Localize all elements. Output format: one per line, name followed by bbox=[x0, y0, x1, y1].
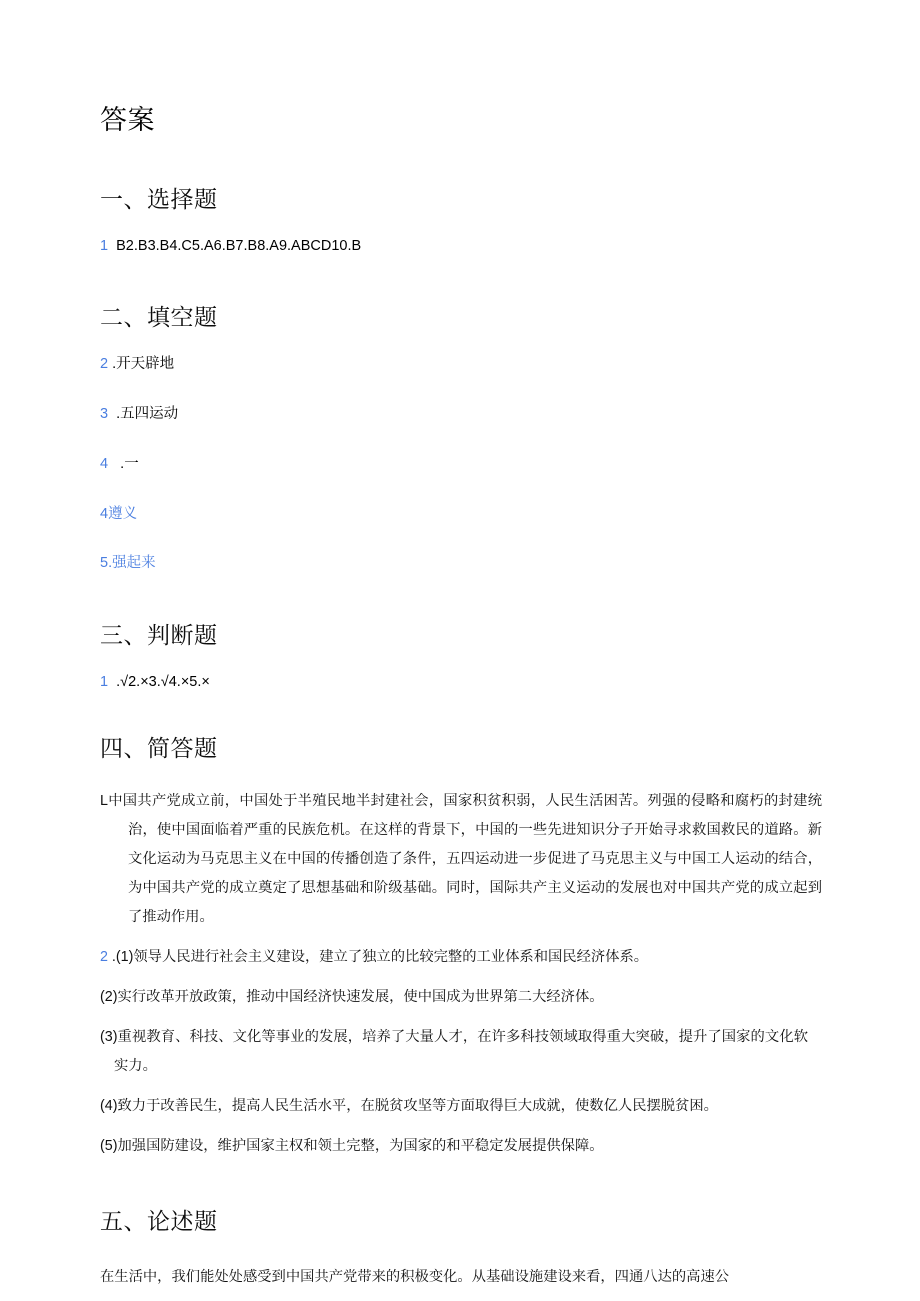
answer-line bbox=[100, 454, 800, 476]
essay-paragraph: 在生活中，我们能处处感受到中国共产党带来的积极变化。从基础设施建设来看，四通八达的高速公 bbox=[100, 1268, 730, 1285]
answer-line bbox=[100, 236, 800, 258]
answer-paragraph bbox=[100, 983, 808, 1012]
answer-line: 5.强起来 bbox=[100, 555, 156, 572]
answer-text: .开天辟地 bbox=[108, 356, 175, 373]
section-heading-short-answer: 四、简答题 bbox=[100, 734, 218, 761]
answer-line bbox=[100, 404, 800, 426]
answer-line: 4遵义 bbox=[100, 505, 138, 522]
answer-text: (5)加强国防建设，维护国家主权和领土完整，为国家的和平稳定发展提供保障。 bbox=[100, 1137, 604, 1154]
answer-line bbox=[100, 354, 800, 376]
answer-text: (1)领导人民进行社会主义建设，建立了独立的比较完整的工业体系和国民经济体系。 bbox=[115, 948, 649, 965]
document-content bbox=[100, 104, 822, 1291]
answer-text: .一 bbox=[108, 455, 139, 472]
section-heading-multiple-choice: 一、选择题 bbox=[100, 185, 218, 212]
answer-text: (4)致力于改善民生，提高人民生活水平，在脱贫攻坚等方面取得巨大成就，使数亿人民摆脱贫困。 bbox=[100, 1097, 718, 1114]
answer-number: 2 bbox=[100, 948, 108, 965]
answer-paragraph bbox=[100, 1092, 808, 1121]
answer-number: 1 bbox=[100, 237, 109, 254]
answer-number: 4 bbox=[100, 455, 109, 472]
answer-line bbox=[100, 672, 800, 694]
section-heading-essay: 五、论述题 bbox=[100, 1207, 218, 1234]
answer-text: .五四运动 bbox=[108, 406, 179, 423]
answer-number-dot: . bbox=[107, 948, 116, 965]
section-heading-fill-in-blank: 二、填空题 bbox=[100, 304, 218, 331]
answer-text: .√2.×3.√4.×5.× bbox=[108, 673, 210, 690]
answer-text: (2)实行改革开放政策，推动中国经济快速发展，使中国成为世界第二大经济体。 bbox=[100, 988, 604, 1005]
section-heading-true-false: 三、判断题 bbox=[100, 622, 218, 649]
page-title: 答案 bbox=[100, 105, 155, 135]
answer-paragraph bbox=[100, 1132, 808, 1161]
answer-text: B2.B3.B4.C5.A6.B7.B8.A9.ABCD10.B bbox=[108, 237, 362, 254]
answer-number: 3 bbox=[100, 406, 109, 423]
answer-number: 1 bbox=[100, 673, 109, 690]
answer-text: (3)重视教育、科技、文化等事业的发展，培养了大量人才，在许多科技领域取得重大突破，提升了国家的文化软实力。 bbox=[100, 1028, 808, 1074]
answer-paragraph bbox=[100, 943, 794, 972]
answer-paragraph: L中国共产党成立前，中国处于半殖民地半封建社会，国家积贫积弱，人民生活困苦。列强的侵略和腐朽的封建统治，使中国面临着严重的民族危机。在这样的背景下，中国的一些先进知识分子开始寻求救国救民的道路。新文化运动为马克思主义在中国的传播创造了条件，五四运动进一步促进了马克思主义与中国工人运动的结合，为中国共产党的成立奠定了思想基础和阶级基础。同时，国际共产主义运动的发展也对中国共产党的成立起到了推动作用。 bbox=[100, 792, 822, 925]
answer-number: 2 bbox=[100, 356, 109, 373]
answer-paragraph bbox=[100, 1023, 808, 1081]
